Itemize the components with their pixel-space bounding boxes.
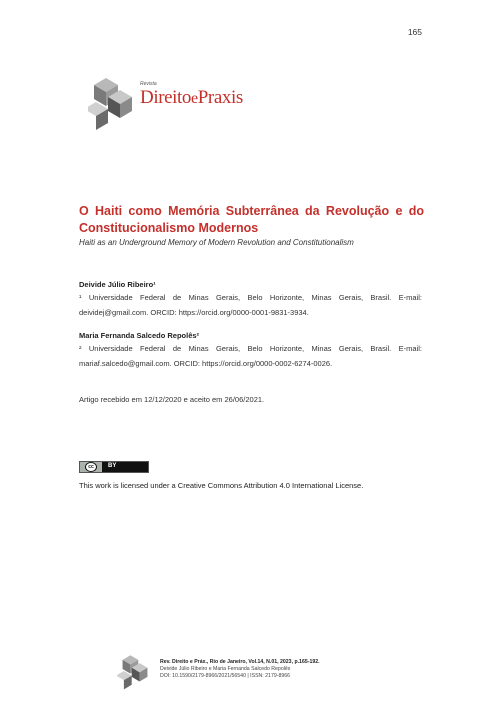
logo-small-text: Revista: [140, 81, 157, 87]
journal-logo: [88, 76, 258, 131]
page-number: 165: [407, 27, 422, 37]
author-affiliation: ² Universidade Federal de Minas Gerais, Belo Horizonte, Minas Gerais, Brasil. E-mail: mariaf.salcedo@gmail.com. ORCID: https://orcid.org/0000-0002-6274-0026.: [79, 344, 422, 368]
cube-logo-icon: [88, 76, 138, 131]
cc-icon: cc: [85, 462, 97, 472]
author-name: Deivide Júlio Ribeiro¹: [79, 280, 156, 289]
article-title: O Haiti como Memória Subterrânea da Revolução e do Constitucionalismo Modernos: [79, 204, 424, 235]
license-text: This work is licensed under a Creative Commons Attribution 4.0 International License.: [79, 481, 364, 490]
author-name: Maria Fernanda Salcedo Repolês²: [79, 331, 200, 340]
footer-cube-logo-icon: [117, 654, 153, 690]
article-subtitle: Haiti as an Underground Memory of Modern Revolution and Constitutionalism: [79, 238, 354, 247]
footer-journal-line: Rev. Direito e Práx., Rio de Janeiro, Vol.14, N.01, 2023, p.165-192.: [160, 659, 320, 665]
author-affiliation: ¹ Universidade Federal de Minas Gerais, Belo Horizonte, Minas Gerais, Brasil. E-mail: deividej@gmail.com. ORCID: https://orcid.org/0000-0001-9831-3934.: [79, 293, 422, 317]
logo-wordmark: DireitoePraxis: [140, 87, 243, 108]
by-label: BY: [108, 463, 117, 469]
footer-citation: [160, 659, 320, 680]
received-date: Artigo recebido em 12/12/2020 e aceito em 26/06/2021.: [79, 395, 265, 404]
footer-authors-line: Deivide Júlio Ribeiro e Maria Fernanda Salcedo Repolês: [160, 666, 291, 672]
cc-by-license-badge[interactable]: [79, 461, 149, 473]
footer-doi-line: DOI: 10.1590/2179-8966/2021/56540 | ISSN: 2179-8966: [160, 673, 290, 679]
